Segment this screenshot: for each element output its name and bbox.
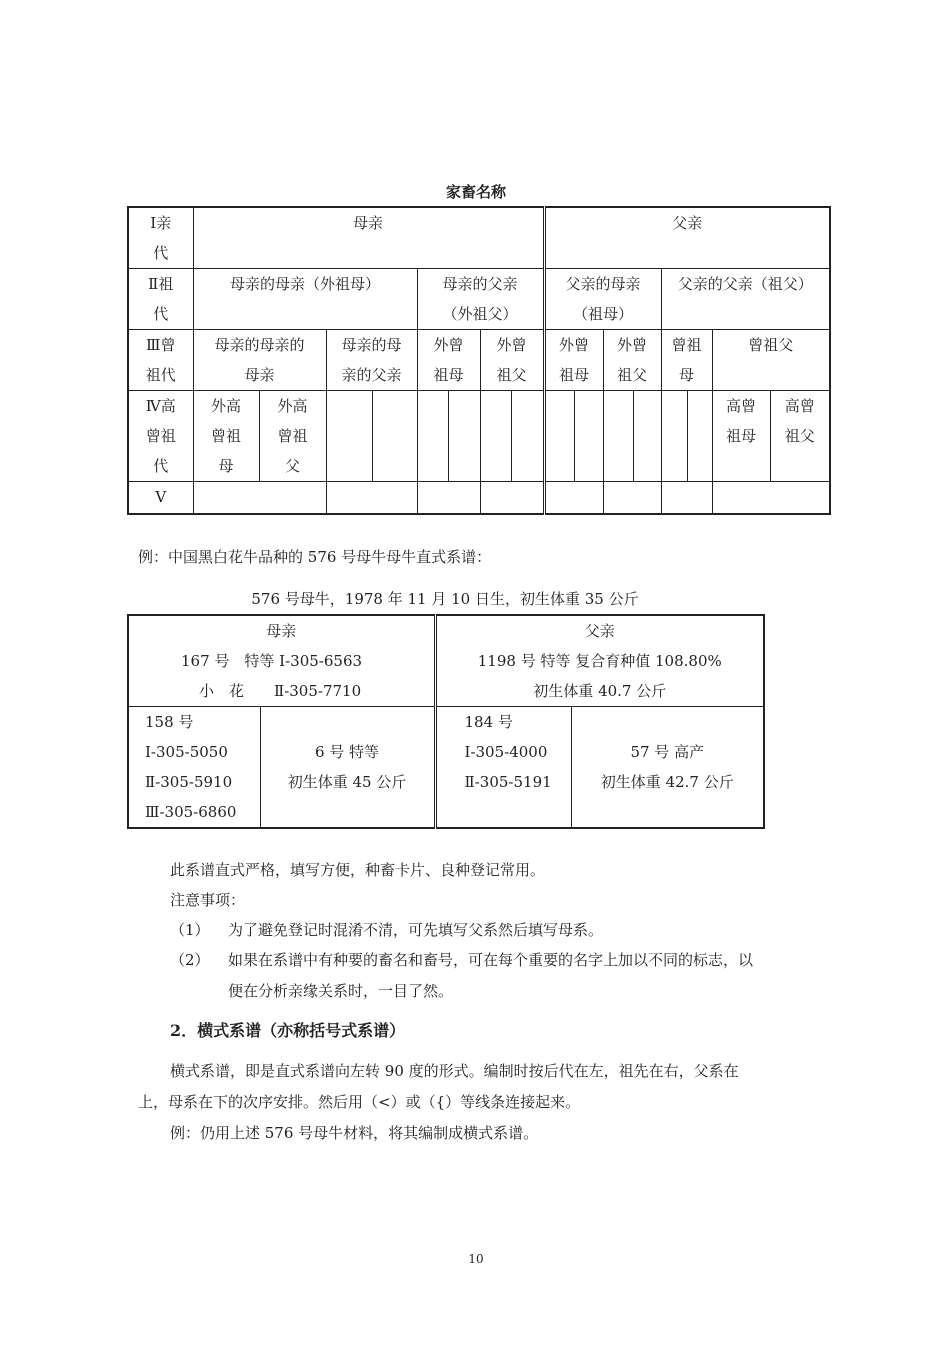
generation-4-label: Ⅳ高 曾祖 代 xyxy=(128,391,193,482)
gen3-cell-1: 母亲的母亲的 母亲 xyxy=(193,330,326,391)
mother-cell: 母亲 xyxy=(193,207,544,269)
gen4-cell-empty xyxy=(448,391,480,482)
example-maternal-grandfather-cell: 6 号 特等 初生体重 45 公斤 xyxy=(260,707,435,829)
generation-2-label: Ⅱ祖 代 xyxy=(128,269,193,330)
gen4-cell-1: 外高 曾祖 母 xyxy=(193,391,259,482)
example-paternal-grandfather-cell: 57 号 高产 初生体重 42.7 公斤 xyxy=(571,707,764,829)
maternal-grandmother-cell: 母亲的母亲（外祖母） xyxy=(193,269,417,330)
gen4-cell-empty xyxy=(661,391,687,482)
page-number: 10 xyxy=(468,1252,484,1266)
example-mother-line1: 167 号 特等 Ⅰ-305-6563 xyxy=(181,652,363,670)
example-maternal-grandmother-cell: 158 号 Ⅰ-305-5050 Ⅱ-305-5910 Ⅲ-305-6860 xyxy=(128,707,260,829)
gen4-cell-empty xyxy=(326,391,372,482)
gen5-cell-empty xyxy=(603,482,661,514)
note-paragraph: 此系谱直式严格，填写方便，种畜卡片、良种登记常用。 xyxy=(170,861,546,879)
gen5-cell-empty xyxy=(480,482,544,514)
note-item-1-text: 为了避免登记时混淆不清，可先填写父系然后填写母系。 xyxy=(228,921,604,939)
father-cell: 父亲 xyxy=(544,207,830,269)
gen3-cell-3: 外曾 祖母 xyxy=(417,330,480,391)
pedigree-template-table xyxy=(127,206,831,515)
example-mother-line2: 小 花 Ⅱ-305-7710 xyxy=(199,682,362,700)
gen5-cell-empty xyxy=(661,482,712,514)
generation-5-label: Ⅴ xyxy=(128,482,193,514)
example-father-line1: 1198 号 特等 复合育种值 108.80% xyxy=(477,652,722,670)
gen4-cell-empty xyxy=(687,391,712,482)
note-item-1-number: （1） xyxy=(170,921,210,939)
generation-3-label: Ⅲ曾 祖代 xyxy=(128,330,193,391)
gen5-cell-empty xyxy=(417,482,480,514)
gen4-cell-empty xyxy=(544,391,574,482)
gen4-cell-empty xyxy=(574,391,603,482)
gen4-cell-2: 外高 曾祖 父 xyxy=(259,391,326,482)
example-father-line2: 初生体重 40.7 公斤 xyxy=(533,682,667,700)
gen4-cell-3: 高曾 祖母 xyxy=(712,391,770,482)
table2-caption: 576 号母牛，1978 年 11 月 10 日生，初生体重 35 公斤 xyxy=(251,590,639,608)
section-paragraph-line2: 上，母系在下的次序安排。然后用（<）或（{）等线条连接起来。 xyxy=(138,1093,581,1111)
gen3-cell-8: 曾祖父 xyxy=(712,330,830,391)
gen4-cell-empty xyxy=(633,391,661,482)
gen3-cell-4: 外曾 祖父 xyxy=(480,330,544,391)
gen4-cell-empty xyxy=(372,391,417,482)
gen4-cell-empty xyxy=(480,391,511,482)
example-father-cell xyxy=(435,615,764,707)
section-paragraph-line1: 横式系谱，即是直式系谱向左转 90 度的形式。编制时按后代在左，祖先在右，父系在 xyxy=(170,1062,739,1080)
example-line: 例：中国黑白花牛品种的 576 号母牛母牛直式系谱： xyxy=(138,548,492,566)
gen5-cell-empty xyxy=(712,482,830,514)
gen3-cell-2: 母亲的母 亲的父亲 xyxy=(326,330,417,391)
example-pedigree-table xyxy=(127,614,765,829)
gen3-cell-6: 外曾 祖父 xyxy=(603,330,661,391)
notes-heading: 注意事项： xyxy=(170,891,246,909)
gen5-cell-empty xyxy=(544,482,603,514)
gen3-cell-5: 外曾 祖母 xyxy=(544,330,603,391)
example-mother-cell xyxy=(128,615,435,707)
gen4-cell-4: 高曾 祖父 xyxy=(770,391,830,482)
section-heading: 2．横式系谱（亦称括号式系谱） xyxy=(170,1021,406,1040)
section-example-line: 例：仍用上述 576 号母牛材料，将其编制成横式系谱。 xyxy=(170,1124,539,1142)
maternal-grandfather-cell: 母亲的父亲 （外祖父） xyxy=(417,269,544,330)
example-paternal-grandmother-cell: 184 号 Ⅰ-305-4000 Ⅱ-305-5191 xyxy=(435,707,571,829)
paternal-grandmother-cell: 父亲的母亲 （祖母） xyxy=(544,269,661,330)
gen4-cell-empty xyxy=(603,391,633,482)
gen4-cell-empty xyxy=(417,391,448,482)
gen3-cell-7: 曾祖 母 xyxy=(661,330,712,391)
example-mother-title: 母亲 xyxy=(266,622,297,640)
paternal-grandfather-cell: 父亲的父亲（祖父） xyxy=(661,269,830,330)
note-item-2-text-line1: 如果在系谱中有种要的畜名和畜号，可在每个重要的名字上加以不同的标志，以 xyxy=(228,951,754,969)
gen5-cell-empty xyxy=(326,482,417,514)
gen5-cell-empty xyxy=(193,482,326,514)
note-item-2-number: （2） xyxy=(170,951,210,969)
table1-title: 家畜名称 xyxy=(445,183,506,201)
gen4-cell-empty xyxy=(511,391,544,482)
note-item-2-text-line2: 便在分析亲缘关系时，一目了然。 xyxy=(228,982,454,1000)
generation-1-label: Ⅰ亲 代 xyxy=(128,207,193,269)
example-father-title: 父亲 xyxy=(584,622,615,640)
